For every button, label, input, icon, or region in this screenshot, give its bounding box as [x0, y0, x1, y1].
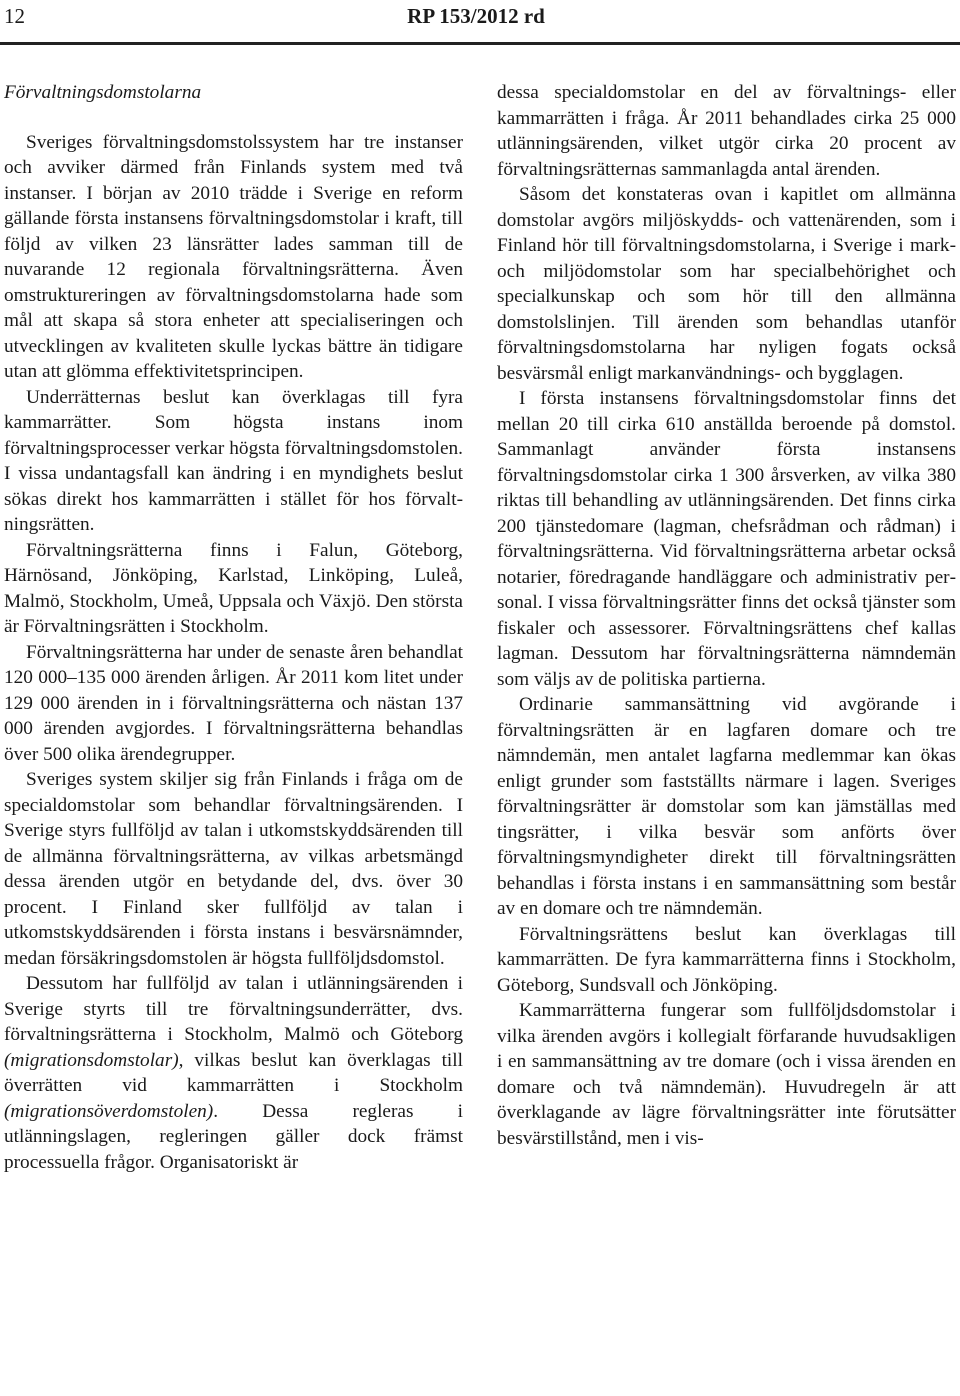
- paragraph: dessa specialdomstolar en del av förvaltnings- eller kammarrätten i fråga. År 2011 behandlades cirka 25 000 utlänningsärenden, vilket utgör cirka 20 procent av förvaltningsrätternas sammanlagda antal ärenden.: [497, 82, 956, 180]
- paragraph-text: . Dessa regleras i utlänningslagen, regleringen gäller dock främst processuella frågor. Organisatoriskt är: [4, 1100, 463, 1173]
- section-heading: Förvaltningsdomstolarna: [4, 82, 202, 103]
- paragraph: Ordinarie sammansättning vid avgörande i förvaltningsrätten är en lagfaren domare och tre nämndemän, men antalet lagfarna medlemmar kan ökas enligt grunder som fastställts närmare i lagen. Sveriges förvaltningsrätter är domstolar som kan jämställas med tingsrätter, i vilka besvär som anförts över förvaltningsmyndigheter direkt till förvaltningsrätten behandlas i första instans i en sammansättning som består av en domare och tre nämndemän.: [497, 694, 956, 919]
- right-column: [497, 80, 956, 1151]
- document-id: RP 153/2012 rd: [407, 4, 545, 28]
- paragraph-text: , vilkas beslut kan överklagas till överrätten vid kammarrätten i Stockholm: [4, 1049, 463, 1096]
- paragraph: Sveriges system skiljer sig från Finlands i fråga om de specialdomstolar som behandlar förvaltningsärenden. I Sverige styrs fullföljd av talan i utkomstskyddsärenden till de allmänna förvaltningsrätterna, av vilkas arbetsmängd dessa ärenden utgör en betydande del, dvs. över 30 procent. I Finland sker fullföljd av talan i utkomstskyddsärenden i första instans i besvärsnämnder, medan försäkringsdomstolen är högsta fullföljdsdomstol.: [4, 769, 463, 969]
- paragraph: Förvaltningsrättens beslut kan överklagas till kammarrätten. De fyra kammarrätterna finns i Stockholm, Göteborg, Sundsvall och Jönköping.: [497, 923, 956, 996]
- paragraph: Förvaltningsrätterna har under de senaste åren behandlat 120 000–135 000 ärenden årligen. År 2011 kom litet under 129 000 ärenden in i förvaltningsrätterna och nästan 137 000 ärenden avgjordes. I förvaltningsrätterna behandlas över 500 olika ärendegrupper.: [4, 641, 463, 765]
- paragraph: Förvaltningsrätterna finns i Falun, Göteborg, Härnösand, Jönköping, Karlstad, Linköping, Luleå, Malmö, Stockholm, Umeå, Uppsala och Växjö. Den största är Förvaltningsrätten i Stockholm.: [4, 539, 463, 637]
- paragraph: I första instansens förvaltningsdomstolar finns det mellan 20 till cirka 610 anställda beroende på domstol. Sammanlagt använder första instansens förvaltningsdomstolar cirka 1 300 årsverken, av vilka 380 riktas till behandling av utlänningsärenden. Det finns cirka 200 tjänstedomare (lagman, chefsrådman och rådman) i förvaltningsrätterna. Vid förvaltningsrätterna arbetar också notarier, föredragande handläggare och administrativ personal. I vissa förvaltningsrätter finns det också tjänster som fiskaler och assessorer. Förvaltningsrättens chef kallas lagman. Dessutom har förvaltningsrätterna nämndemän som väljs av de politiska partierna.: [497, 388, 956, 690]
- header-rule: [0, 42, 960, 45]
- paragraph-italic-text: (migrationsdomstolar): [4, 1049, 179, 1071]
- paragraph: Såsom det konstateras ovan i kapitlet om allmänna domstolar avgörs miljöskydds- och vattenärenden, som i Finland hör till förvaltningsdomstolarna, i Sverige i mark- och miljödomstolar som har specialbehörighet och specialkunskap och som hör till den allmänna domstolslinjen. Till ärenden som behandlas utanför förvaltningsdomstolarna har nyligen fogats också besvärsmål enligt markanvändnings- och bygglagen.: [497, 184, 956, 384]
- page-number: 12: [4, 4, 25, 28]
- paragraph-italic-text: (migrationsöverdomstolen): [4, 1100, 214, 1122]
- paragraph: Kammarrätterna fungerar som fullföljdsdomstolar i vilka ärenden avgörs i kollegialt förfarande huvudsakligen i en sammansättning av tre domare (och i vissa ärenden en domare och två nämndemän). Huvudregeln är att överklagande av lägre förvaltningsrätter inte förutsätter besvärstillstånd, men i vis-: [497, 1000, 956, 1149]
- page-header: [4, 4, 948, 34]
- paragraph: [4, 971, 463, 1175]
- left-column: [4, 80, 463, 1175]
- paragraph: Sveriges förvaltningsdomstolssystem har tre instanser och avviker därmed från Finlands system med två instanser. I början av 2010 trädde i Sverige en reform gällande första instansens förvaltningsdomstolar i kraft, till följd av vilken 23 länsrätter lades samman till de nuvarande 12 regionala förvaltningsrätterna. Även omstruktureringen av förvaltningsdomstolarna hade som mål att skapa så stora enheter att specialiseringen och utvecklingen av kvaliteten skulle lyckas bättre än tidigare utan att glömma effektivitetsprincipen.: [4, 131, 463, 382]
- paragraph: Underrätternas beslut kan överklagas till fyra kammarrätter. Som högsta instans inom förvaltningsprocesser verkar högsta förvaltningsdomstolen. I vissa undantagsfall kan ändring i en myndighets beslut sökas direkt hos kammarrätten i stället för hos förvaltningsrätten.: [4, 386, 463, 535]
- paragraph-text: Dessutom har fullföljd av talan i utlänningsärenden i Sverige styrts till tre förvaltningsunderrätter, dvs. förvaltningsrätterna i Stockholm, Malmö och Göteborg: [4, 973, 463, 1045]
